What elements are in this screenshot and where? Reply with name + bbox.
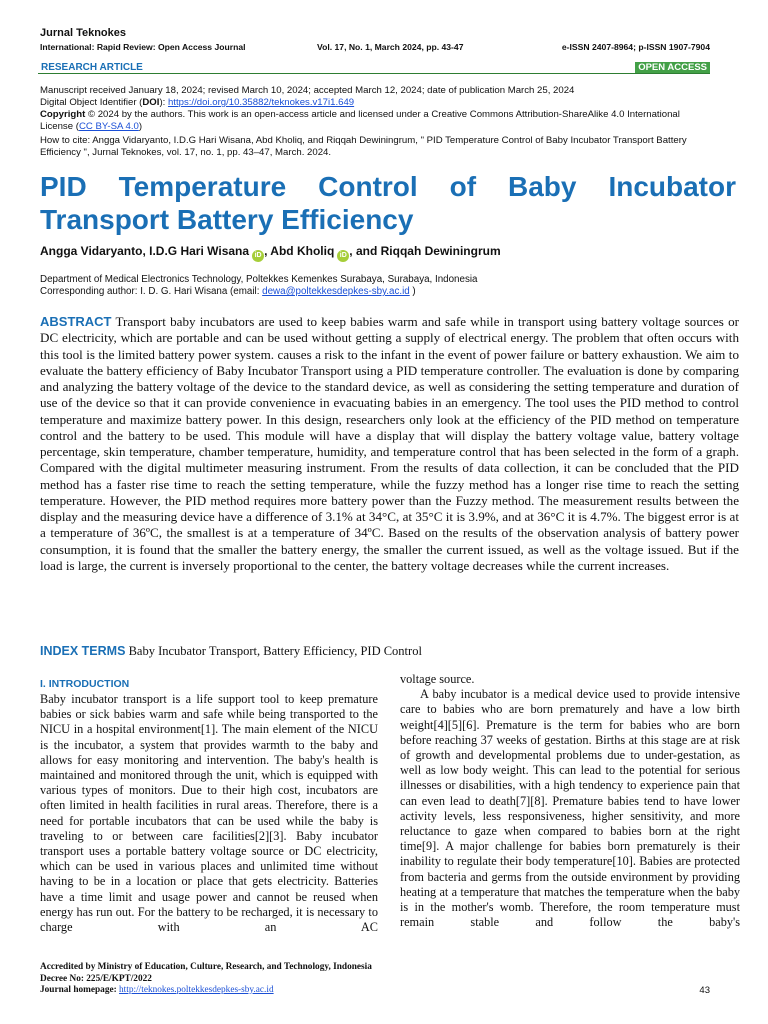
journal-name: Jurnal Teknokes — [40, 27, 126, 39]
accreditation: Accredited by Ministry of Education, Culture, Research, and Technology, Indonesia — [40, 962, 372, 972]
abstract — [40, 314, 739, 574]
doi-link[interactable]: https://doi.org/10.35882/teknokes.v17i1.649 — [167, 97, 355, 108]
license-link[interactable]: CC BY-SA 4.0 — [78, 121, 139, 132]
manuscript-dates: Manuscript received January 18, 2024; revised March 10, 2024; accepted March 12, 2024; date of publication March 25, 2024 — [40, 85, 575, 96]
corresponding-author: Corresponding author: I. D. G. Hari Wisana (email: dewa@poltekkesdepkes-sby.ac.id ) — [40, 286, 416, 297]
page-number: 43 — [699, 985, 710, 996]
decree-number: Decree No: 225/E/KPT/2022 — [40, 973, 152, 984]
volume-info: Vol. 17, No. 1, March 2024, pp. 43-47 — [317, 42, 464, 52]
title-word: Baby — [508, 171, 577, 202]
author-email-link[interactable]: dewa@poltekkesdepkes-sby.ac.id — [262, 286, 410, 297]
journal-homepage: Journal homepage: http://teknokes.poltekkesdepkes-sby.ac.id — [40, 985, 274, 995]
department: Department of Medical Electronics Technology, Poltekkes Kemenkes Surabaya, Surabaya, Indonesia — [40, 274, 478, 285]
title-word: of — [449, 171, 477, 202]
index-terms-text: Baby Incubator Transport, Battery Efficiency, PID Control — [128, 644, 422, 658]
intro-left-column — [40, 692, 378, 935]
orcid-icon[interactable]: iD — [252, 250, 264, 262]
affiliation-block — [40, 274, 720, 298]
abstract-heading: ABSTRACT — [40, 314, 112, 329]
abstract-text: Transport baby incubators are used to keep babies warm and safe while in transport using battery voltage sources or DC electricity, which are portable and can be used without getting a supply of electrical energy. The problem that often occurs with this tool is the limited battery power system. causes a risk to the infant in the event of power failure or battery exhaustion. We aim to evaluate the battery efficiency of Baby Incubator Transport using a PID temperature controller. The evaluation is done by comparing and analyzing the battery voltage of the device to the standard device, as well as considering the setting temperature and duration of use of the device so that it can provide convenience in evacuating babies in an emergency. The tool uses the PID method to control temperature and maximize battery power. In this design, researchers only look at the efficiency of the PID method on temperature control and the battery to be used. This module will have a display that will display the battery voltage value, battery voltage percentage, skin temperature, chamber temperature, humidity, and temperature control that has been selected in the form of a graph. Compared with the digital multimeter measuring instrument. From the results of data collection, it can be concluded that the PID method has a faster rise time to reach the setting temperature, while the fuzzy method has a longer rise time to reach the setting temperature. However, the PID method requires more battery power than the Fuzzy method. The measurement results between the display and the measuring device have a difference of 3.1% at 34°C, at 35°C it is 3.9%, and at 36°C it is 4.7%. The biggest error is at a temperature of 36ºC, the smallest is at a temperature of 34ºC. Based on the results of the observation analysis of battery power consumption, it is found that the smaller the battery energy, the smaller the current issued, as well as the voltage issued. But if the load is large, the current is inversely proportional to the center, the battery voltage decreases while the current increases. — [40, 314, 739, 573]
title-line-1 — [40, 170, 736, 203]
index-terms — [40, 644, 422, 659]
intro-paragraph-2: A baby incubator is a medical device used to provide intensive care to babies who are born prematurely and have a low birth weight[4][5][6]. Premature is the term for babies who are born before reaching 37 weeks of gestation. Births at this stage are at risk of growth and developmental problems due to under-gestation, as well as low body weight. This can lead to the potential for serious illnesses or disabilities, with a high tendency to experience pain that can even lead to death[7][8]. Premature babies tend to have lower activity levels, less responsiveness, higher sensitivity, and more reluctance to gaze when compared to babies born at the right time[9]. A major challenge for babies born prematurely is their inability to regulate their body temperature[10]. Babies are protected from bacteria and germs from the outside environment by providing heating at a temperature that matches the temperature when the baby is in the mother's womb. Therefore, the room temperature must remain stable and follow the baby's — [400, 687, 740, 930]
intro-right-column — [400, 672, 740, 930]
issn-info: e-ISSN 2407-8964; p-ISSN 1907-7904 — [561, 42, 710, 52]
intro-paragraph-continuation: voltage source. — [400, 672, 475, 686]
homepage-link[interactable]: http://teknokes.poltekkesdepkes-sby.ac.id — [119, 985, 274, 995]
index-terms-heading: INDEX TERMS — [40, 644, 126, 658]
title-word: Temperature — [118, 171, 287, 202]
citation-info: How to cite: Angga Vidaryanto, I.D.G Hari Wisana, Abd Kholiq, and Riqqah Dewiningrum, " PID Temperature Control of Baby Incubator Transport Battery Efficiency ", Jurnal Teknokes, vol. 17, no. 1, pp. 43–47, March. 2024. — [40, 135, 687, 158]
article-type-bar — [38, 62, 710, 74]
orcid-icon[interactable]: iD — [337, 250, 349, 262]
doi-line: Digital Object Identifier (DOI): https://doi.org/10.35882/teknokes.v17i1.649 — [40, 97, 355, 108]
title-word: Control — [318, 171, 418, 202]
section-heading-introduction: I. INTRODUCTION — [40, 678, 130, 690]
open-access-badge: OPEN ACCESS — [635, 62, 710, 73]
journal-subtitle: International: Rapid Review: Open Access Journal — [40, 42, 246, 52]
banner-divider — [38, 73, 710, 74]
intro-paragraph-1: Baby incubator transport is a life support tool to keep premature babies or sick babies warm and safe while being transported to the NICU in a hospital environment[1]. The main element of the NICU is the incubator, a system that provides warmth to the baby and allows for easy monitoring and intervention. The baby's health is maintained and monitored through the unit, which is equipped with various types of monitors. Due to their high cost, incubators are often limited in health facilities in rural areas. Therefore, there is a need for portable incubators that can be used while the baby is traveling to or between care facilities[2][3]. Baby incubator transport uses a portable battery voltage source or DC electricity, which can be used in various places and unlimited time without having to be in a location or place that gets electricity. Batteries have a time limit and usage power and cannot be reused when energy has run out. For the battery to be recharged, it is necessary to charge with an AC — [40, 692, 378, 935]
title-word: Incubator — [608, 171, 736, 202]
author-list: Angga Vidaryanto, I.D.G Hari Wisana iD , Abd Kholiq iD , and Riqqah Dewiningrum — [40, 244, 501, 262]
title-word: PID — [40, 171, 87, 202]
paper-title — [40, 170, 736, 236]
page-footer — [40, 962, 710, 997]
copyright-notice: Copyright © 2024 by the authors. This work is an open-access article and licensed under a Creative Commons Attribution-ShareAlike 4.0 International License (CC BY-SA 4.0) — [40, 109, 680, 132]
article-type-label: RESEARCH ARTICLE — [41, 62, 143, 73]
title-line-2: Transport Battery Efficiency — [40, 204, 414, 235]
